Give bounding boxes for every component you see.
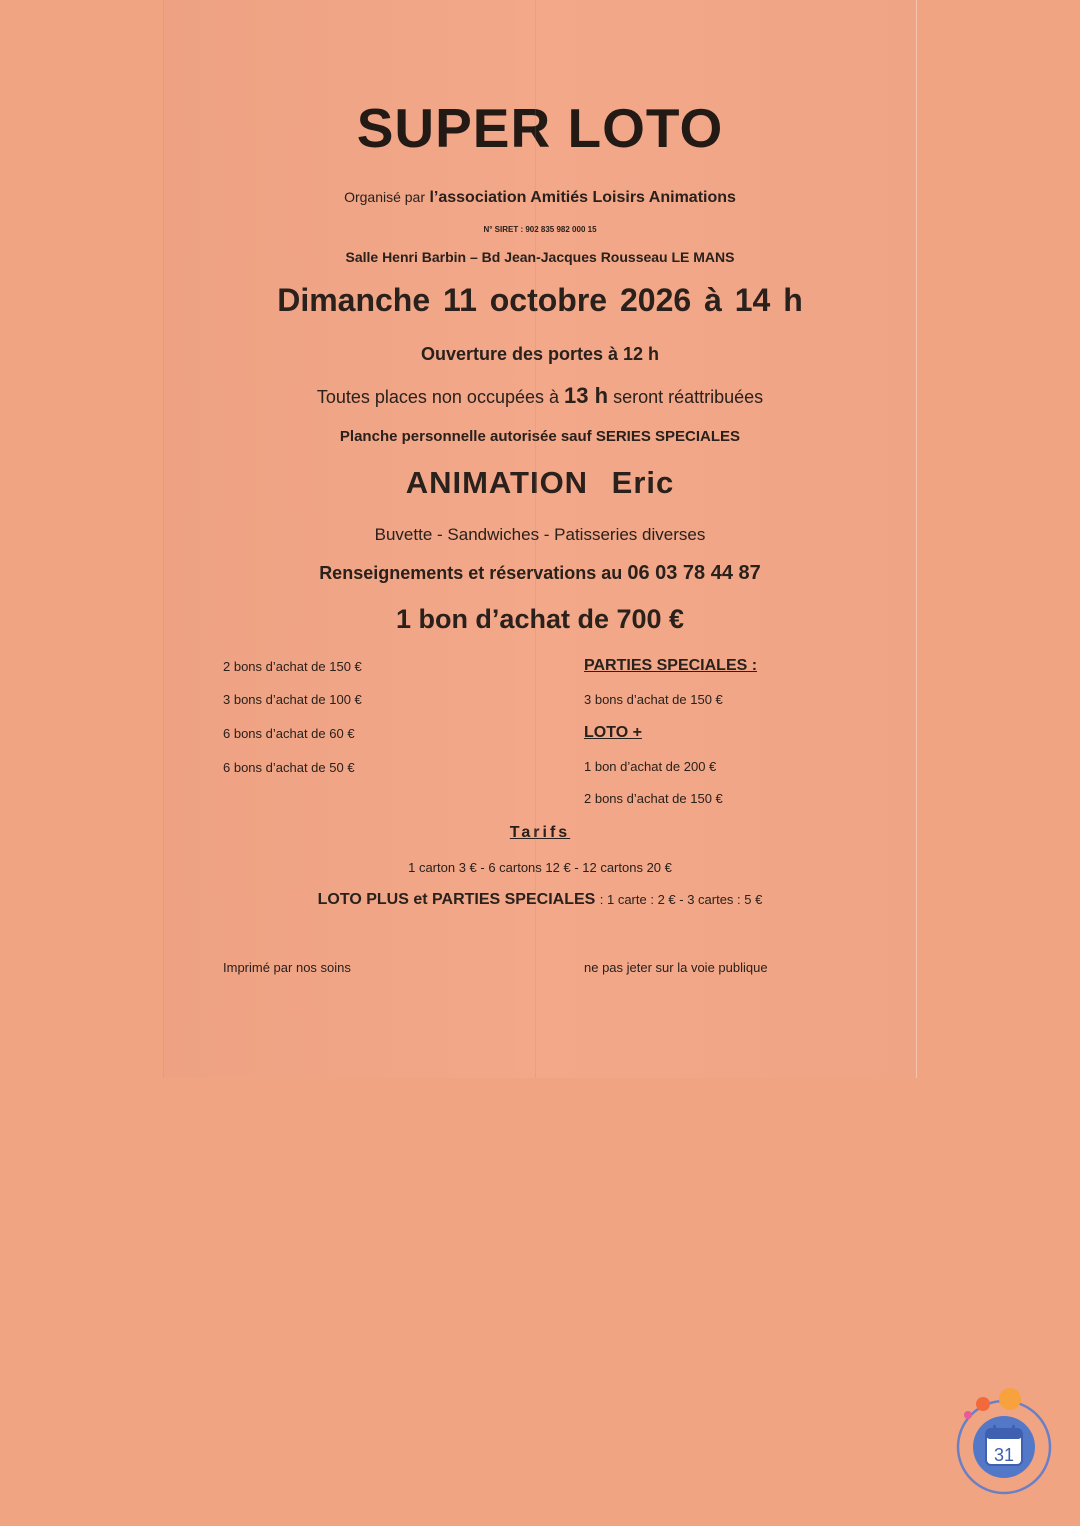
list-item: 2 bons d’achat de 150 €	[223, 659, 362, 674]
list-item: 2 bons d’achat de 150 €	[584, 791, 723, 806]
special-heading: PARTIES SPECIALES :	[584, 657, 758, 674]
places-time: 13 h	[564, 383, 609, 408]
footer-right: ne pas jeter sur la voie publique	[584, 960, 768, 975]
calendar-badge-button[interactable]	[948, 1384, 1058, 1499]
planche-notice: Planche personnelle autorisée sauf SERIES SPECIALES	[339, 428, 741, 445]
tarifs: 1 carton 3 € - 6 cartons 12 € - 12 cartons 20 €	[408, 860, 672, 875]
info-line	[164, 562, 916, 585]
calendar-day: 31	[993, 1445, 1015, 1465]
list-item: 3 bons d’achat de 100 €	[223, 692, 362, 707]
venue: Salle Henri Barbin – Bd Jean-Jacques Rousseau LE MANS	[345, 249, 735, 265]
footer-left: Imprimé par nos soins	[223, 960, 351, 975]
list-item: 6 bons d’achat de 60 €	[223, 726, 355, 741]
loto-plus-tarif	[164, 891, 916, 909]
poster-sheet	[164, 0, 916, 1078]
list-item: 6 bons d’achat de 50 €	[223, 760, 355, 775]
organiser-name: l’association Amitiés Loisirs Animations	[429, 189, 736, 206]
tarifs-heading: Tarifs	[509, 824, 571, 841]
places-before: Toutes places non occupées à	[316, 387, 559, 407]
loto-plus-tarif-value: : 1 carte : 2 € - 3 cartes : 5 €	[599, 892, 763, 907]
loto-plus-tarif-label: LOTO PLUS et PARTIES SPECIALES	[317, 891, 596, 908]
seat-reassignment-notice	[164, 383, 916, 409]
calendar-icon	[948, 1384, 1058, 1499]
places-after: seront réattribuées	[613, 387, 764, 407]
event-date: Dimanche 11 octobre 2026 à 14 h	[277, 282, 803, 318]
loto-plus-heading: LOTO +	[584, 724, 642, 741]
list-item: 3 bons d’achat de 150 €	[584, 692, 723, 707]
refreshments: Buvette - Sandwiches - Patisseries diverses	[374, 525, 706, 544]
doors-opening: Ouverture des portes à 12 h	[420, 344, 660, 364]
siret-number: N° SIRET : 902 835 982 000 15	[483, 225, 597, 234]
main-prize: 1 bon d’achat de 700 €	[395, 604, 685, 634]
info-label: Renseignements et réservations au	[319, 563, 623, 583]
organised-prefix: Organisé par	[344, 189, 426, 205]
animation-host: ANIMATION Eric	[405, 465, 675, 500]
list-item: 1 bon d’achat de 200 €	[584, 759, 717, 774]
organiser-line	[164, 189, 916, 207]
phone-number: 06 03 78 44 87	[627, 562, 761, 584]
poster-title: SUPER LOTO	[356, 97, 724, 159]
